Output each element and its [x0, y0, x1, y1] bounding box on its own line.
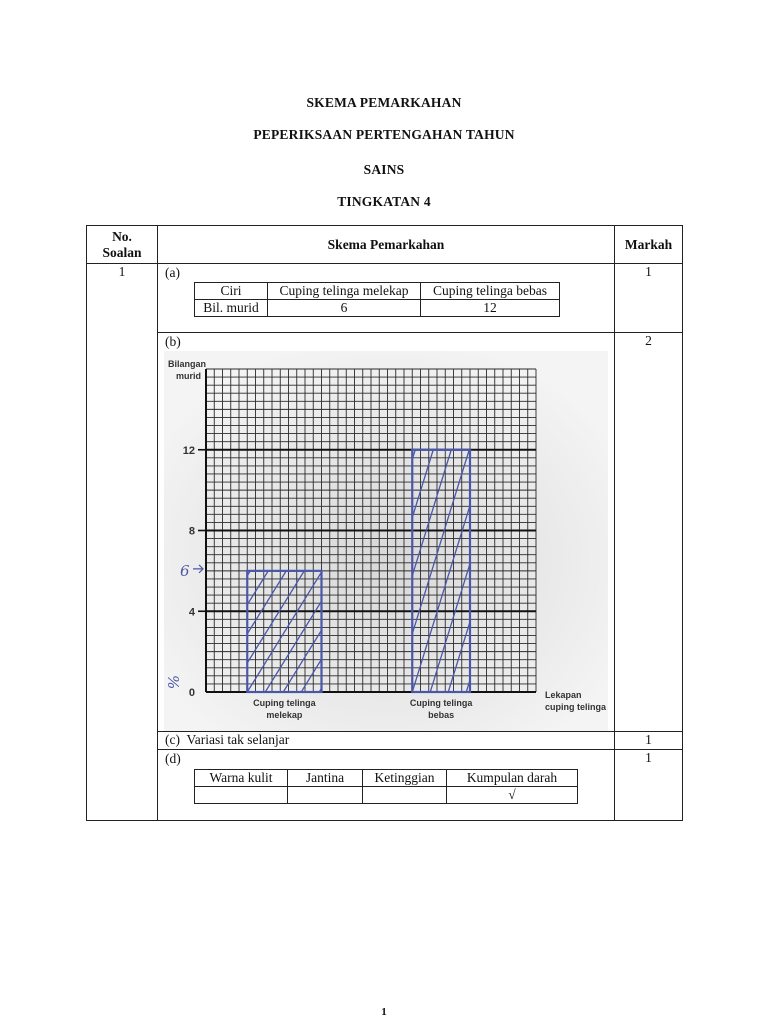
header-marking-scheme: Skema Pemarkahan — [158, 226, 615, 264]
x-axis-label: Lekapan — [545, 690, 582, 700]
table-row — [87, 264, 683, 333]
header-marks: Markah — [615, 226, 683, 264]
part-b-label: (b) — [165, 334, 181, 349]
table-row — [87, 732, 683, 750]
part-a-label: (a) — [165, 265, 180, 280]
part-c-mark-text: 1 — [645, 732, 652, 747]
part-c-text — [158, 732, 614, 747]
part-a-mark-text: 1 — [645, 264, 652, 279]
part-c-answer: Variasi tak selanjar — [186, 732, 290, 747]
category-label: Cuping telinga — [409, 698, 473, 708]
part-d-mark-blood-group: √ — [447, 787, 578, 804]
table-row — [87, 750, 683, 821]
part-d-label: (d) — [165, 751, 181, 766]
part-b-mark — [615, 333, 683, 732]
y-tick-label: 0 — [188, 687, 195, 699]
page-number: 1 — [381, 1006, 387, 1018]
question-number-text: 1 — [118, 264, 126, 279]
part-d-table — [194, 769, 578, 804]
part-b-cell — [158, 333, 615, 732]
table-row — [87, 333, 683, 732]
table-header-row — [87, 226, 683, 264]
bar-graph-svg — [164, 351, 608, 731]
marking-scheme-table — [86, 225, 683, 821]
handwritten-margin-annotation: % — [164, 675, 182, 690]
part-a-row-label: Bil. murid — [195, 300, 268, 317]
category-label: Cuping telinga — [253, 698, 316, 708]
part-a-table — [194, 282, 560, 317]
part-d-mark-text: 1 — [645, 750, 652, 765]
header-question-number: No. Soalan — [87, 226, 158, 264]
part-d-mark — [615, 750, 683, 821]
part-a-header-feature: Ciri — [195, 283, 268, 300]
part-d-mark-height — [363, 787, 447, 804]
bar-graph — [164, 351, 608, 731]
category-label-line2: bebas — [428, 710, 455, 720]
subject-title: SAINS — [363, 162, 405, 177]
handwritten-value-annotation: 6 — [180, 561, 190, 580]
exam-title: PEPERIKSAAN PERTENGAHAN TAHUN — [253, 127, 515, 142]
part-a-mark — [615, 264, 683, 333]
y-tick-label: 8 — [188, 525, 195, 538]
category-label-line2: melekap — [266, 710, 303, 720]
part-d-header-blood-group: Kumpulan darah — [447, 770, 578, 787]
part-a-value-attached: 6 — [268, 300, 421, 317]
part-a-value-free: 12 — [421, 300, 560, 317]
part-a-header-attached: Cuping telinga melekap — [268, 283, 421, 300]
doc-title: SKEMA PEMARKAHAN — [306, 95, 462, 110]
part-d-cell — [158, 750, 615, 821]
part-d-mark-gender — [288, 787, 363, 804]
question-number — [87, 264, 158, 821]
part-c-cell — [158, 732, 615, 750]
part-c-mark — [615, 732, 683, 750]
x-axis-label-line2: cuping telinga — [545, 702, 607, 712]
part-d-header-height: Ketinggian — [363, 770, 447, 787]
part-d-mark-skin-colour — [195, 787, 288, 804]
part-d-header-gender: Jantina — [288, 770, 363, 787]
part-d-header-skin-colour: Warna kulit — [195, 770, 288, 787]
form-title: TINGKATAN 4 — [337, 194, 431, 209]
y-tick-label: 12 — [182, 444, 195, 457]
part-a-cell — [158, 264, 615, 333]
y-tick-label: 4 — [188, 606, 195, 619]
part-a-header-free: Cuping telinga bebas — [421, 283, 560, 300]
y-axis-label-line2: murid — [176, 371, 202, 381]
y-axis-label: Bilangan — [168, 359, 207, 369]
part-b-mark-text: 2 — [645, 333, 652, 348]
part-c-label: (c) — [165, 732, 180, 747]
